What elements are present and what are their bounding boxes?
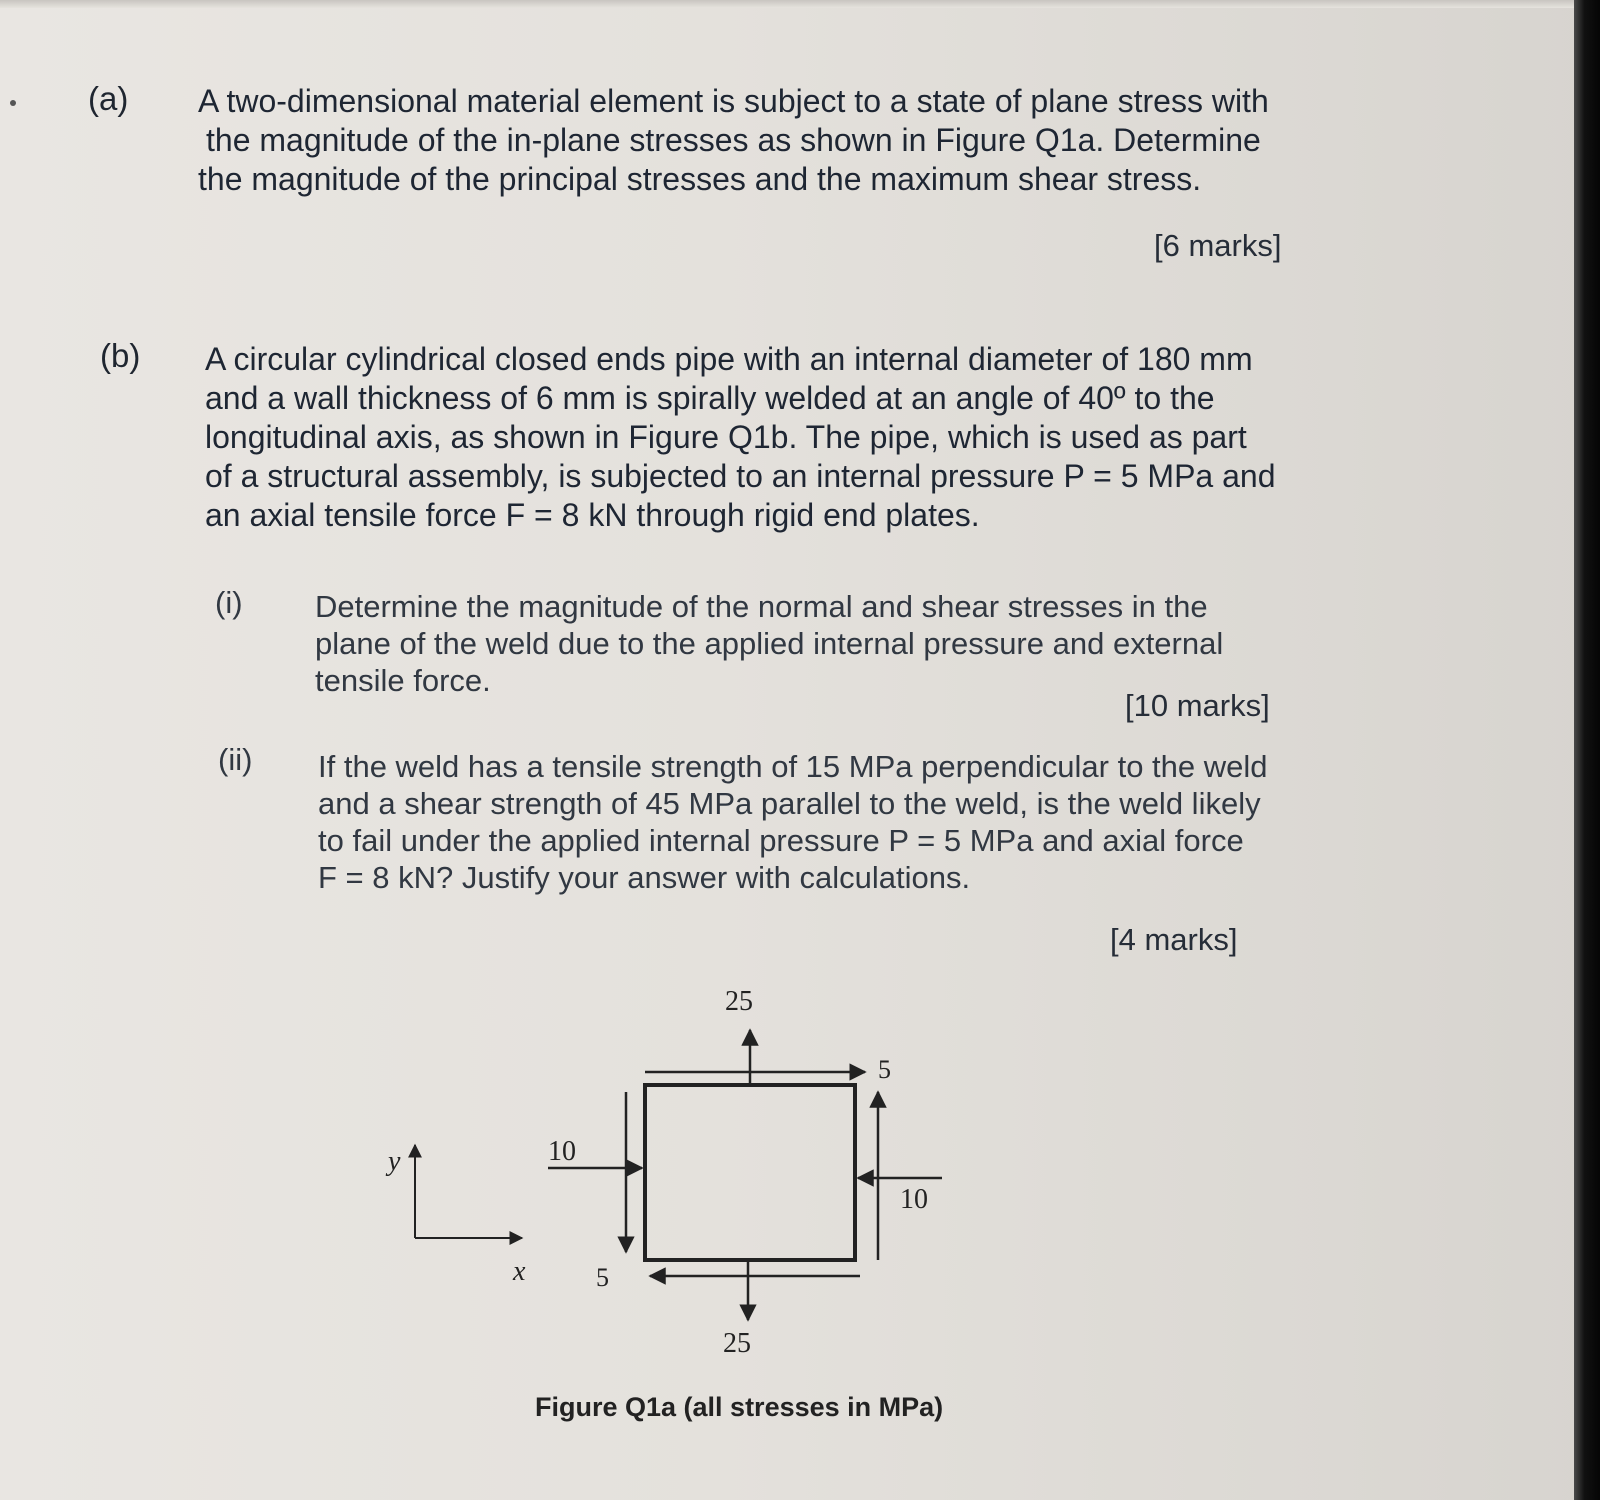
y-axis-label: y <box>388 1146 401 1177</box>
part-b-i-line: Determine the magnitude of the normal and shear stresses in the <box>315 589 1208 624</box>
sigma-x-right-label: 10 <box>900 1184 928 1215</box>
part-b-i-line: tensile force. <box>315 663 491 698</box>
bullet-dot <box>10 100 16 106</box>
monitor-bezel-edge <box>1574 0 1600 1500</box>
part-b-text <box>205 340 1275 535</box>
part-b-line: A circular cylindrical closed ends pipe with an internal diameter of 180 mm <box>205 341 1253 377</box>
part-b-i-marks: [10 marks] <box>1125 688 1270 723</box>
part-b-i-text <box>315 588 1223 699</box>
stress-element-square <box>645 1085 855 1260</box>
part-b-line: of a structural assembly, is subjected to an internal pressure P = 5 MPa and <box>205 458 1276 494</box>
page-top-edge <box>0 0 1592 8</box>
part-a-label: (a) <box>88 80 129 117</box>
sigma-y-bottom-label: 25 <box>723 1328 751 1359</box>
part-a-line: the magnitude of the principal stresses and the maximum shear stress. <box>198 161 1202 197</box>
part-b-line: and a wall thickness of 6 mm is spirally welded at an angle of 40º to the <box>205 380 1215 416</box>
part-b-label: (b) <box>100 337 141 374</box>
sigma-y-top-label: 25 <box>725 986 753 1017</box>
part-b-i-line: plane of the weld due to the applied internal pressure and external <box>315 626 1224 661</box>
part-b-ii-line: to fail under the applied internal pressure P = 5 MPa and axial force <box>318 823 1244 858</box>
part-b-ii-marks: [4 marks] <box>1110 922 1238 957</box>
part-b-line: an axial tensile force F = 8 kN through rigid end plates. <box>205 497 980 533</box>
part-b-ii-text <box>318 748 1268 896</box>
x-axis-label: x <box>513 1256 526 1287</box>
stress-element-figure <box>370 986 970 1370</box>
part-b-ii-line: F = 8 kN? Justify your answer with calculations. <box>318 860 971 895</box>
part-b-ii-line: and a shear strength of 45 MPa parallel to the weld, is the weld likely <box>318 786 1261 821</box>
tau-top-label: 5 <box>878 1055 891 1084</box>
part-b-ii-line: If the weld has a tensile strength of 15 MPa perpendicular to the weld <box>318 749 1268 784</box>
part-a-marks: [6 marks] <box>1154 228 1282 263</box>
part-b-line: longitudinal axis, as shown in Figure Q1b. The pipe, which is used as part <box>205 419 1247 455</box>
part-b-ii-label: (ii) <box>218 742 253 777</box>
tau-left-label: 5 <box>596 1263 609 1292</box>
part-b-i-label: (i) <box>215 585 243 620</box>
sigma-x-left-label: 10 <box>548 1136 576 1167</box>
part-a-line: the magnitude of the in-plane stresses as shown in Figure Q1a. Determine <box>206 122 1261 158</box>
figure-caption: Figure Q1a (all stresses in MPa) <box>535 1392 944 1422</box>
part-a-line: A two-dimensional material element is subject to a state of plane stress with <box>198 83 1269 119</box>
part-a-text <box>198 82 1269 199</box>
